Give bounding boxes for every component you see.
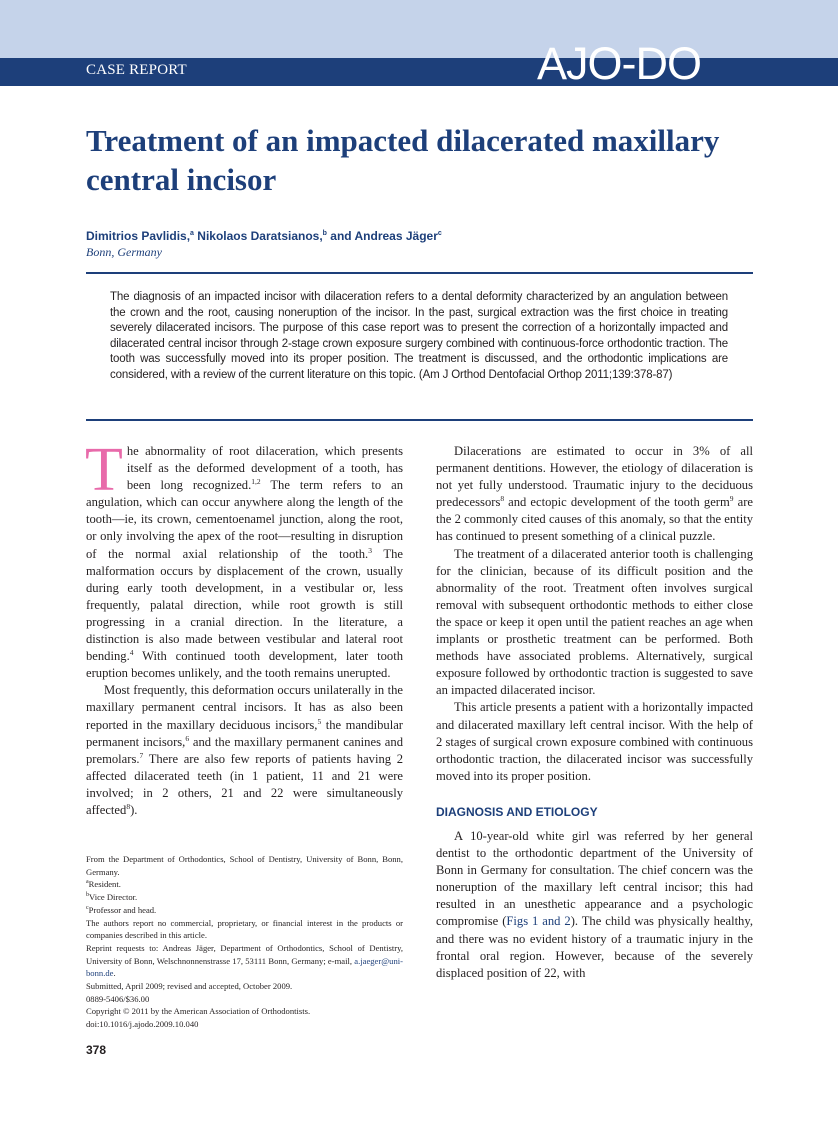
affiliation: Bonn, Germany xyxy=(86,245,162,259)
section-heading: DIAGNOSIS AND ETIOLOGY xyxy=(436,804,598,819)
citation: 3 xyxy=(368,545,372,555)
header-band-light xyxy=(0,0,838,58)
footnotes xyxy=(86,853,403,1031)
author-list xyxy=(86,229,442,243)
paragraph: Most frequently, this deformation occurs unilaterally in the maxillary permanent central incisors. It has as also been reported in the maxillary deciduous incisors,$^5$ the mandibular permanent incisors,$^6$ and the maxillary permanent canines and premolars.$^7$ There are also few reports of patients having 2 affected dilacerated teeth (in 1 patient, 11 and 21 were involved; in 2 others, 21 and 22 were simultaneously affected$^8$). xyxy=(86,683,404,817)
author-mark: c xyxy=(437,230,442,237)
paragraph: The treatment of a dilacerated anterior tooth is challenging for the clinician, because of its difficult position and the abnormality of the root. Treatment often involves surgical removal with subsequent orthodontic methods to either close the space or keep it open until the patient reaches an age when implants or prosthetic treatment can be performed. Both methods have associated problems. Alternatively, surgical exposure followed by orthodontic traction is suggested to save an impacted dilacerated incisor. xyxy=(436,546,753,698)
divider-bottom xyxy=(86,419,753,421)
footnote-issn: 0889-5406/$36.00 xyxy=(86,993,150,1004)
footnote-disclosure: The authors report no commercial, proprietary, or financial interest in the products or companies described in this article. xyxy=(86,917,403,941)
journal-logo: AJO-DO xyxy=(537,38,702,89)
section-label: CASE REPORT xyxy=(86,62,187,78)
body-column-left xyxy=(85,436,404,819)
author-name: Nikolaos Daratsianos, xyxy=(193,229,323,243)
citation: 8 xyxy=(126,801,131,811)
paragraph: This article presents a patient with a horizontally impacted and dilacerated maxillary left central incisor. With the help of 2 stages of surgical crown exposure combined with continuous orthodontic traction, the dilacerated incisor was successfully moved into its proper position. xyxy=(436,700,753,783)
citation: 4 xyxy=(129,647,134,657)
footnote-department: From the Department of Orthodontics, School of Dentistry, University of Bonn, Bonn, Germany. xyxy=(86,854,403,877)
author-name: Dimitrios Pavlidis, xyxy=(86,229,191,243)
footnote-c: $^c$Professor and head. xyxy=(86,904,157,915)
footnote-b: $^b$Vice Director. xyxy=(86,892,138,903)
divider-top xyxy=(86,272,753,274)
citation: 1,2 xyxy=(251,477,261,486)
paragraph: Dilacerations are estimated to occur in 3% of all permanent dentitions. However, the etiology of dilaceration is not yet fully understood. Traumatic injury to the deciduous predecessors$^8$ and ectopic development of the tooth germ$^9$ are the 2 commonly cited causes of this anomaly, so that the entity has continued to present something of a clinical puzzle. xyxy=(436,444,753,544)
footnote-reprint: Reprint requests to: Andreas Jäger, Department of Orthodontics, School of Dentistry, University of Bonn, Welschnonnenstrasse 17, 53111 Bonn, Germany; e-mail, a.jaeger@uni-bonn.de. xyxy=(86,942,403,979)
email-link[interactable]: a.jaeger@uni-bonn.de xyxy=(86,955,403,979)
citation: 8 xyxy=(500,494,505,504)
citation: 5 xyxy=(317,716,322,726)
footnote-doi: doi:10.1016/j.ajodo.2009.10.040 xyxy=(86,1019,199,1030)
footnote-copyright: Copyright © 2011 by the American Association of Orthodontists. xyxy=(86,1006,311,1017)
author-name: and Andreas Jäger xyxy=(326,229,438,243)
body-column-right xyxy=(436,443,753,982)
citation: 6 xyxy=(185,733,190,743)
author-mark: b xyxy=(322,230,327,237)
footnote-submitted: Submitted, April 2009; revised and accepted, October 2009. xyxy=(86,981,293,992)
figure-link[interactable]: Figs 1 and 2 xyxy=(506,914,571,929)
article-title: Treatment of an impacted dilacerated maxillary central incisor xyxy=(86,123,720,197)
author-mark: a xyxy=(190,230,194,237)
page-number: 378 xyxy=(86,1043,107,1057)
paragraph: The abnormality of root dilaceration, which presents itself as the deformed development of a tooth, has been long recognized.$^{1,2}$ The term refers to an angulation, which can occur anywhere along the length of the tooth—ie, its crown, cementoenamel junction, along the root, or only involving the apex of the root—resulting in disruption of the normal axial relationship of the tooth.$^3$ The malformation occurs by displacement of the crown, usually during early tooth development, in a vestibular or, less frequently, palatal direction, while root growth is still progressing in a cranial direction. In the literature, a distinction is also made between vestibular and lateral root bending.$^4$ With continued tooth development, later tooth eruption becomes unlikely, and the tooth remains unerupted. xyxy=(85,436,403,681)
citation: 7 xyxy=(139,750,144,760)
paragraph: A 10-year-old white girl was referred by her general dentist to the orthodontic department of the University of Bonn in Germany for consultation. The chief concern was the noneruption of the maxillary left central incisor; this had resulted in an unesthetic appearance and a psychologic compromise (Figs 1 and 2). The child was physically healthy, and there was no evident history of a traumatic injury in the frontal oral region. However, because of the severely displaced position of 22, with xyxy=(436,828,753,980)
footnote-a: $^a$Resident. xyxy=(86,879,121,890)
abstract: The diagnosis of an impacted incisor with dilaceration refers to a dental deformity characterized by an angulation between the crown and the root, causing noneruption of the incisor. In the past, surgical extraction was the first choice in treating severely dilacerated incisors. The purpose of this case report was to present the correction of a horizontally impacted and dilacerated central incisor through 2-stage crown exposure surgery combined with continuous-force orthodontic traction. The tooth was successfully moved into its proper position. The treatment is discussed, and the orthodontic implications are considered, with a review of the current literature on this topic. (Am J Orthod Dentofacial Orthop 2011;139:378-87) xyxy=(110,291,728,381)
citation: 9 xyxy=(729,494,734,504)
drop-cap: T xyxy=(85,436,123,504)
